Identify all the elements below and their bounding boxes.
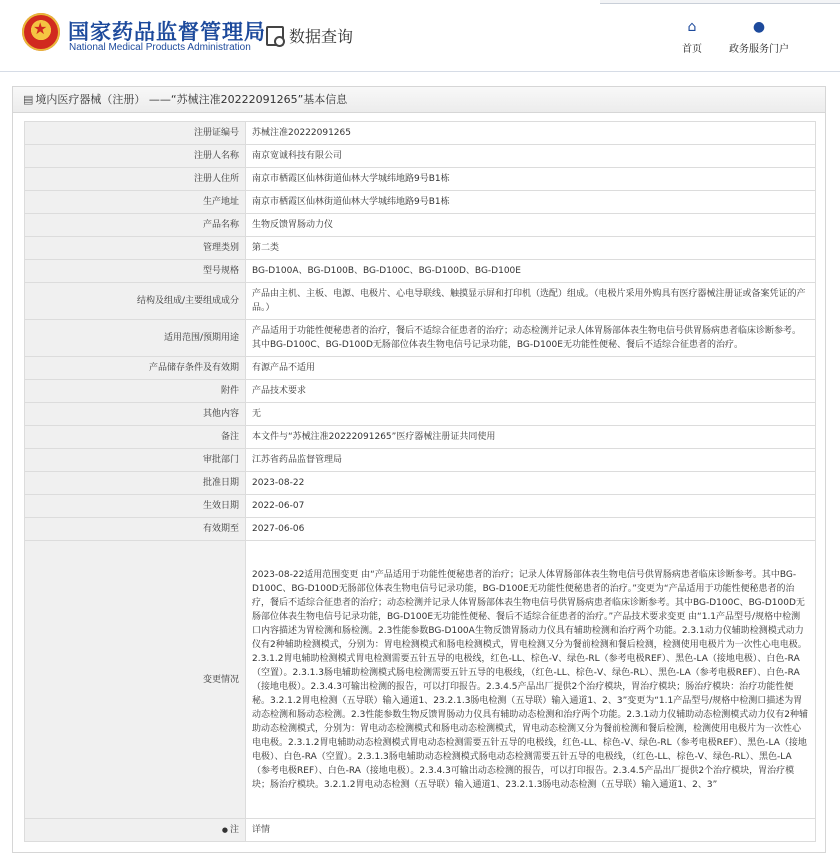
field-label [25, 260, 246, 283]
field-value: 2023-08-22适用范围变更 由“产品适用于功能性便秘患者的治疗；记录人体胃肠部体表生物电信号供胃肠病患者临床诊断参考。其中BG-D100C、BG-D100D无肠部位体表生物电信号记录功能，BG-D100E无功能性便秘患者的治疗。”变更为“产品适用于功能性便秘患者的治疗，餐后不适综合征患者的治疗；动态检测并记录人体胃肠部体表生物电信号供胃肠病患者临床诊断参考。其中BG-D100C、BG-D100D无肠部位体表生物电信号记录功能，BG-D100E无功能性便秘、餐后不适综合征患者的治疗。”产品技术要求变更 由“1.1产品型号/规格中检测口内容描述为胃检测和肠检测。2.3性能参数BG-D100A生物反馈胃肠动力仪具有辅助检测和治疗两个功能。2.3.1动力仪辅助检测模式动力仪有2种辅助检测模式，分别为：胃电检测模式和肠电检测模式，胃电检测又分为餐前检测和餐后检测，检测使用电极片为一次性心电电极。2.3.1.2胃电辅助检测模式胃电检测需要五针五导的电极线，红色-LL、棕色-V、绿色-RL（参考电极REF）、黑色-LA（接地电极）、白色-RA（空置）。2.3.1.3肠电辅助检测模式肠电检测需要五针五导的电极线，（红色-LL、棕色-V、绿色-RL）、黑色-LA（参考电极REF）、白色-RA（接地电极）。2.3.4.3可输出检测的报告，可以打印报告。2.3.4.5产品出厂提供2个治疗模块，胃治疗模块；肠治疗模块：治疗功能性便秘。3.2.1.2胃电检测（五导联）输入通道1、23.2.1.3肠电检测（五导联）输入通道1、2、3”变更为“1.1产品型号/规格中检测口描述为胃动态检测和肠动态检测。2.3性能参数生物反馈胃肠动力仪具有辅助动态检测和治疗两个功能。2.3.1动力仪辅助动态检测模式动力仪有2种辅助动态检测模式，分别为：胃电动态检测模式和肠电动态检测模式，胃电动态检测又分为餐前检测和餐后检测，检测使用电极片为一次性心电电极。2.3.1.2胃电辅助动态检测模式胃电动态检测需要五针五导的电极线，红色-LL、棕色-V、绿色-RL（参考电极REF）、黑色-LA（接地电极）、白色-RA（空置）。2.3.1.3肠电辅助动态检测模式肠电动态检测需要五针五导的电极线，（红色-LL、棕色-V、绿色-RL）、黑色-LA（参考电极REF）、白色-RA（接地电极）。2.3.4.3可输出动态检测的报告，可以打印报告。2.3.4.5产品出厂提供2个治疗模块，胃治疗模块；肠治疗模块。3.2.1.2胃电动态检测（五导联）输入通道1、23.2.1.3肠电动态检测（五导联）输入通道1、2、3” [246, 541, 816, 819]
table-row [25, 260, 816, 283]
detail-table [24, 121, 816, 842]
field-label [25, 380, 246, 403]
field-label-text: 附件 [220, 386, 239, 396]
field-label [25, 191, 246, 214]
field-value: 产品由主机、主板、电源、电极片、心电导联线、触摸显示屏和打印机（选配）组成。（电极片采用外购具有医疗器械注册证或备案凭证的产品。） [246, 283, 816, 320]
field-value: 本文件与“苏械注准20222091265”医疗器械注册证共同使用 [246, 426, 816, 449]
field-value: 生物反馈胃肠动力仪 [246, 214, 816, 237]
field-value: 2022-06-07 [246, 495, 816, 518]
top-bar [600, 0, 840, 4]
field-label [25, 357, 246, 380]
field-value: 无 [246, 403, 816, 426]
table-row [25, 168, 816, 191]
field-label-text: 其他内容 [202, 409, 239, 419]
field-label-text: 注册人住所 [193, 174, 239, 184]
table-row [25, 191, 816, 214]
table-row [25, 237, 816, 260]
table-row [25, 380, 816, 403]
field-value: 2023-08-22 [246, 472, 816, 495]
field-value: 南京市栖霞区仙林街道仙林大学城纬地路9号B1栋 [246, 168, 816, 191]
field-value: 有源产品不适用 [246, 357, 816, 380]
field-label-text: 备注 [220, 432, 239, 442]
table-row [25, 472, 816, 495]
pin-icon: ● [221, 826, 228, 834]
brand-name-cn: 国家药品监督管理局 [68, 20, 266, 44]
field-label [25, 495, 246, 518]
field-label-text: 生产地址 [202, 197, 239, 207]
field-label [25, 819, 246, 842]
table-row [25, 403, 816, 426]
field-label-text: 注册人名称 [193, 151, 239, 161]
national-emblem-icon [22, 13, 60, 51]
table-row [25, 320, 816, 357]
field-value: 苏械注准20222091265 [246, 122, 816, 145]
field-label [25, 403, 246, 426]
field-value: 2027-06-06 [246, 518, 816, 541]
field-label-text: 产品名称 [202, 220, 239, 230]
field-value: 产品技术要求 [246, 380, 816, 403]
field-label [25, 426, 246, 449]
field-label [25, 518, 246, 541]
table-row [25, 122, 816, 145]
brand-name-en: National Medical Products Administration [69, 42, 251, 53]
table-row [25, 283, 816, 320]
field-label [25, 472, 246, 495]
field-value: 产品适用于功能性便秘患者的治疗，餐后不适综合征患者的治疗；动态检测并记录人体胃肠部体表生物电信号供胃肠病患者临床诊断参考。其中BG-D100C、BG-D100D无肠部位体表生物电信号记录功能，BG-D100E无功能性便秘、餐后不适综合征患者的治疗。 [246, 320, 816, 357]
field-label-text: 审批部门 [202, 455, 239, 465]
field-label-text: 产品储存条件及有效期 [148, 363, 239, 373]
nav-portal[interactable] [726, 20, 792, 55]
site-header [0, 0, 840, 72]
nav-home-label: 首页 [682, 44, 702, 55]
details-link[interactable]: 详情 [246, 819, 816, 842]
field-label-text: 注 [229, 825, 239, 835]
field-label-text: 注册证编号 [193, 128, 239, 138]
data-query-label: 数据查询 [289, 27, 354, 46]
field-label-text: 批准日期 [202, 478, 239, 488]
field-label [25, 168, 246, 191]
table-row [25, 819, 816, 842]
home-icon: ⌂ [687, 19, 697, 35]
panel-title [13, 87, 825, 113]
field-value: 南京宽诚科技有限公司 [246, 145, 816, 168]
field-label-text: 生效日期 [202, 501, 239, 511]
field-label [25, 541, 246, 819]
nav-home[interactable] [678, 20, 706, 55]
field-label [25, 320, 246, 357]
field-value: 江苏省药品监督管理局 [246, 449, 816, 472]
nav-portal-label: 政务服务门户 [729, 44, 789, 55]
field-label-text: 有效期至 [202, 524, 239, 534]
field-label [25, 237, 246, 260]
table-row [25, 518, 816, 541]
field-label-text: 适用范围/预期用途 [163, 333, 239, 343]
field-label-text: 结构及组成/主要组成成分 [136, 296, 239, 306]
table-row [25, 541, 816, 819]
field-label-text: 型号规格 [202, 266, 239, 276]
data-query-link[interactable] [266, 24, 353, 47]
field-value: BG-D100A、BG-D100B、BG-D100C、BG-D100D、BG-D100E [246, 260, 816, 283]
field-label-text: 管理类别 [202, 243, 239, 253]
field-label [25, 122, 246, 145]
table-row [25, 214, 816, 237]
field-label [25, 283, 246, 320]
panel-title-text: 境内医疗器械（注册） ——“苏械注准20222091265”基本信息 [35, 93, 348, 106]
document-icon: ▤ [23, 93, 34, 106]
field-label [25, 145, 246, 168]
table-row [25, 449, 816, 472]
document-search-icon [266, 26, 284, 46]
table-row [25, 495, 816, 518]
field-label [25, 214, 246, 237]
table-row [25, 145, 816, 168]
detail-panel [12, 86, 826, 853]
field-label [25, 449, 246, 472]
table-row [25, 426, 816, 449]
table-row [25, 357, 816, 380]
field-value: 南京市栖霞区仙林街道仙林大学城纬地路9号B1栋 [246, 191, 816, 214]
field-value: 第二类 [246, 237, 816, 260]
field-label-text: 变更情况 [202, 674, 239, 685]
user-icon: ● [752, 19, 766, 35]
